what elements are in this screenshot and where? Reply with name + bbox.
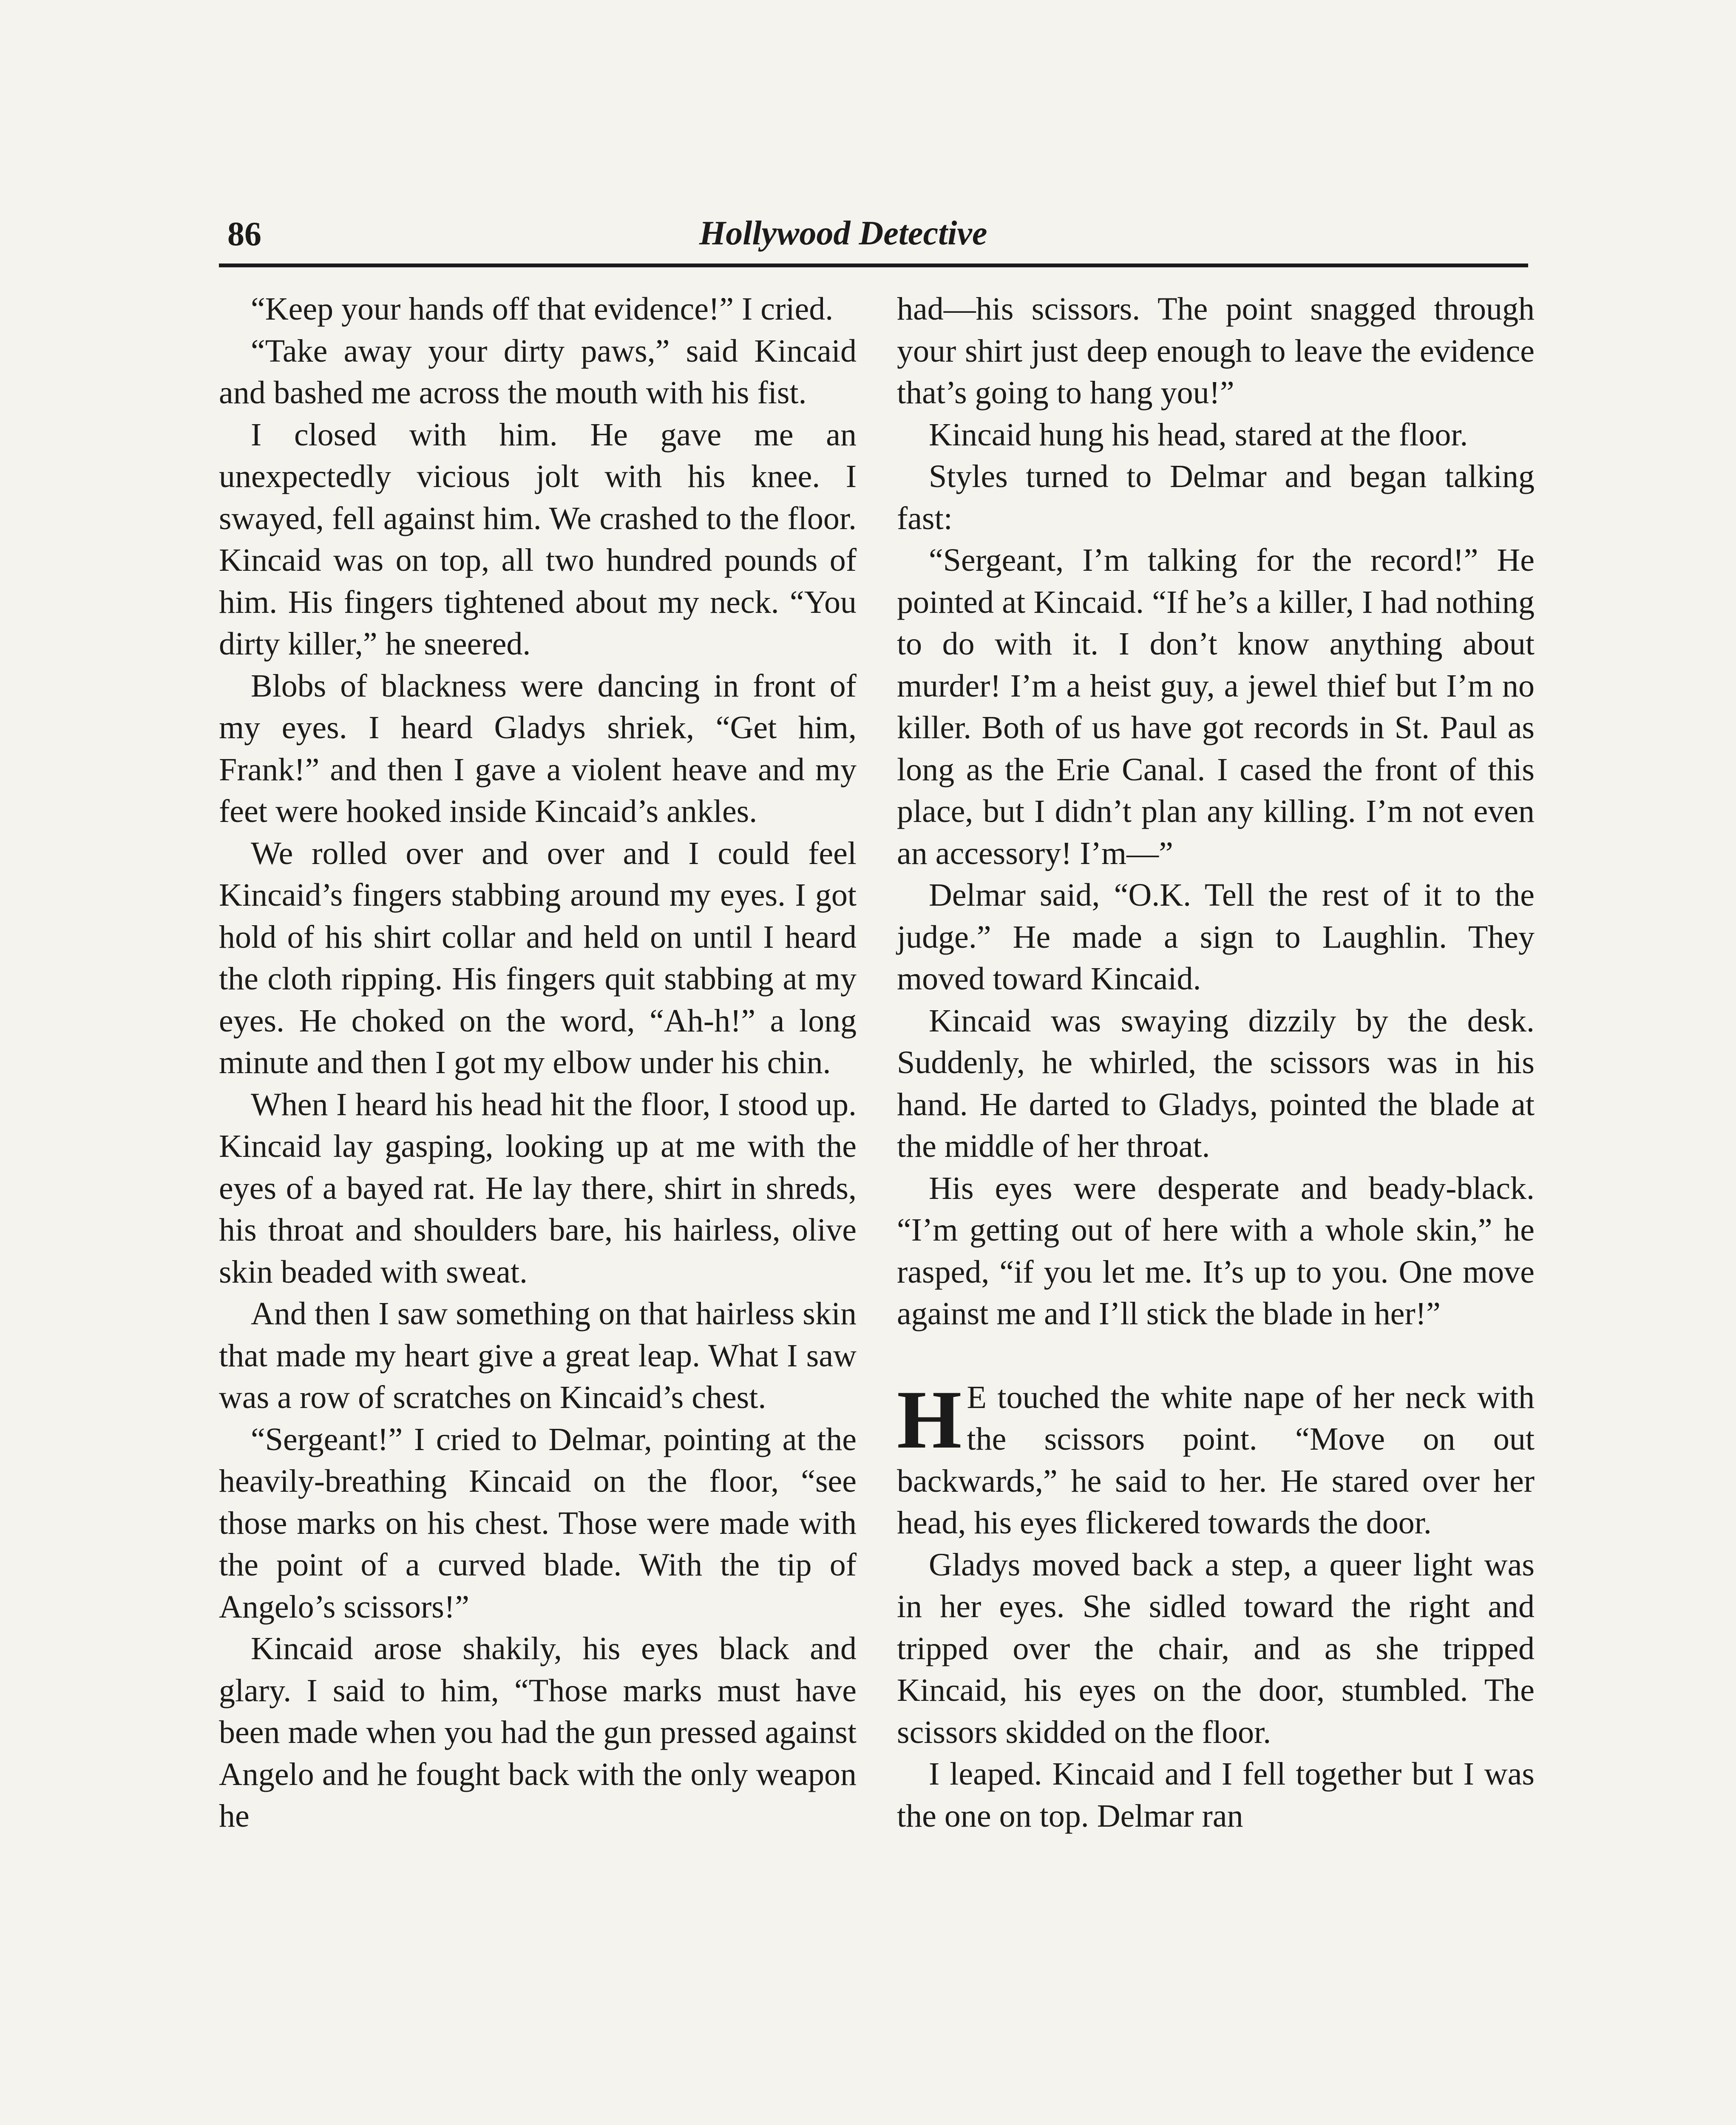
dropcap-paragraph — [897, 1373, 1535, 1544]
dropcap-paragraph-text: E touched the white nape of her neck with the scissors point. “Move on out backwards,” he said to her. He stared over her head, his eyes flickered towards the door. — [897, 1379, 1535, 1541]
paragraph: “Sergeant, I’m talking for the record!” He pointed at Kincaid. “If he’s a killer, I had nothing to do with it. I don’t know anything about murder! I’m a heist guy, a jewel thief but I’m no killer. Both of us have got records in St. Paul as long as the Erie Canal. I cased the front of this place, but I didn’t plan any killing. I’m not even an accessory! I’m—” — [897, 542, 1535, 871]
continued-paragraph: had—his scissors. The point snagged through your shirt just deep enough to leave the evidence that’s going to hang you!” — [897, 291, 1535, 411]
paragraph: Delmar said, “O.K. Tell the rest of it to the judge.” He made a sign to Laughlin. They moved toward Kincaid. — [897, 877, 1535, 997]
paragraph: Kincaid was swaying dizzily by the desk. Suddenly, he whirled, the scissors was in his hand. He darted to Gladys, pointed the blade at the middle of her throat. — [897, 1003, 1535, 1164]
paragraph: Kincaid arose shakily, his eyes black and glary. I said to him, “Those marks must have been made when you had the gun pressed against Angelo and he fought back with the only weapon he — [219, 1631, 857, 1834]
paragraph: We rolled over and over and I could feel Kincaid’s fingers stabbing around my eyes. I got hold of his shirt collar and held on until I heard the cloth ripping. His fingers quit stabbing at my eyes. He choked on the word, “Ah-h!” a long minute and then I got my elbow under his chin. — [219, 835, 857, 1080]
paragraph: Styles turned to Delmar and began talking fast: — [897, 459, 1535, 536]
paragraph: Kincaid hung his head, stared at the floor. — [929, 416, 1468, 453]
page-header — [219, 212, 1528, 267]
paragraph: Gladys moved back a step, a queer light was in her eyes. She sidled toward the right and tripped over the chair, and as she tripped Kincaid, his eyes on the door, stumbled. The scissors skidded on the floor. — [897, 1547, 1535, 1750]
page-number: 86 — [227, 215, 261, 253]
paragraph: Blobs of blackness were dancing in front of my eyes. I heard Gladys shriek, “Get him, Frank!” and then I gave a violent heave and my feet were hooked inside Kincaid’s ankles. — [219, 668, 857, 829]
paragraph: “Keep your hands off that evidence!” I cried. — [251, 291, 834, 327]
right-column — [897, 288, 1535, 1837]
paragraph: “Sergeant!” I cried to Delmar, pointing at the heavily-breathing Kincaid on the floor, “see those marks on his chest. Those were made with the point of a curved blade. With the tip of Angelo’s scissors!” — [219, 1421, 857, 1625]
paragraph: “Take away your dirty paws,” said Kincaid and bashed me across the mouth with his fist. — [219, 333, 857, 411]
paragraph: I leaped. Kincaid and I fell together but I was the one on top. Delmar ran — [897, 1756, 1535, 1834]
paragraph: When I heard his head hit the floor, I stood up. Kincaid lay gasping, looking up at me with the eyes of a bayed rat. He lay there, shirt in shreds, his throat and shoulders bare, his hairless, olive skin beaded with sweat. — [219, 1086, 857, 1290]
drop-cap: H — [897, 1373, 962, 1466]
running-title: Hollywood Detective — [699, 215, 987, 252]
paragraph: His eyes were desperate and beady-black. “I’m getting out of here with a whole skin,” he rasped, “if you let me. It’s up to you. One move against me and I’ll stick the blade in her!” — [897, 1170, 1535, 1332]
left-column — [219, 288, 857, 1837]
section-break — [897, 1335, 1535, 1377]
paragraph: And then I saw something on that hairless skin that made my heart give a great leap. What I saw was a row of scratches on Kincaid’s chest. — [219, 1296, 857, 1415]
paragraph: I closed with him. He gave me an unexpectedly vicious jolt with his knee. I swayed, fell against him. We crashed to the floor. Kincaid was on top, all two hundred pounds of him. His fingers tightened about my neck. “You dirty killer,” he sneered. — [219, 416, 857, 662]
